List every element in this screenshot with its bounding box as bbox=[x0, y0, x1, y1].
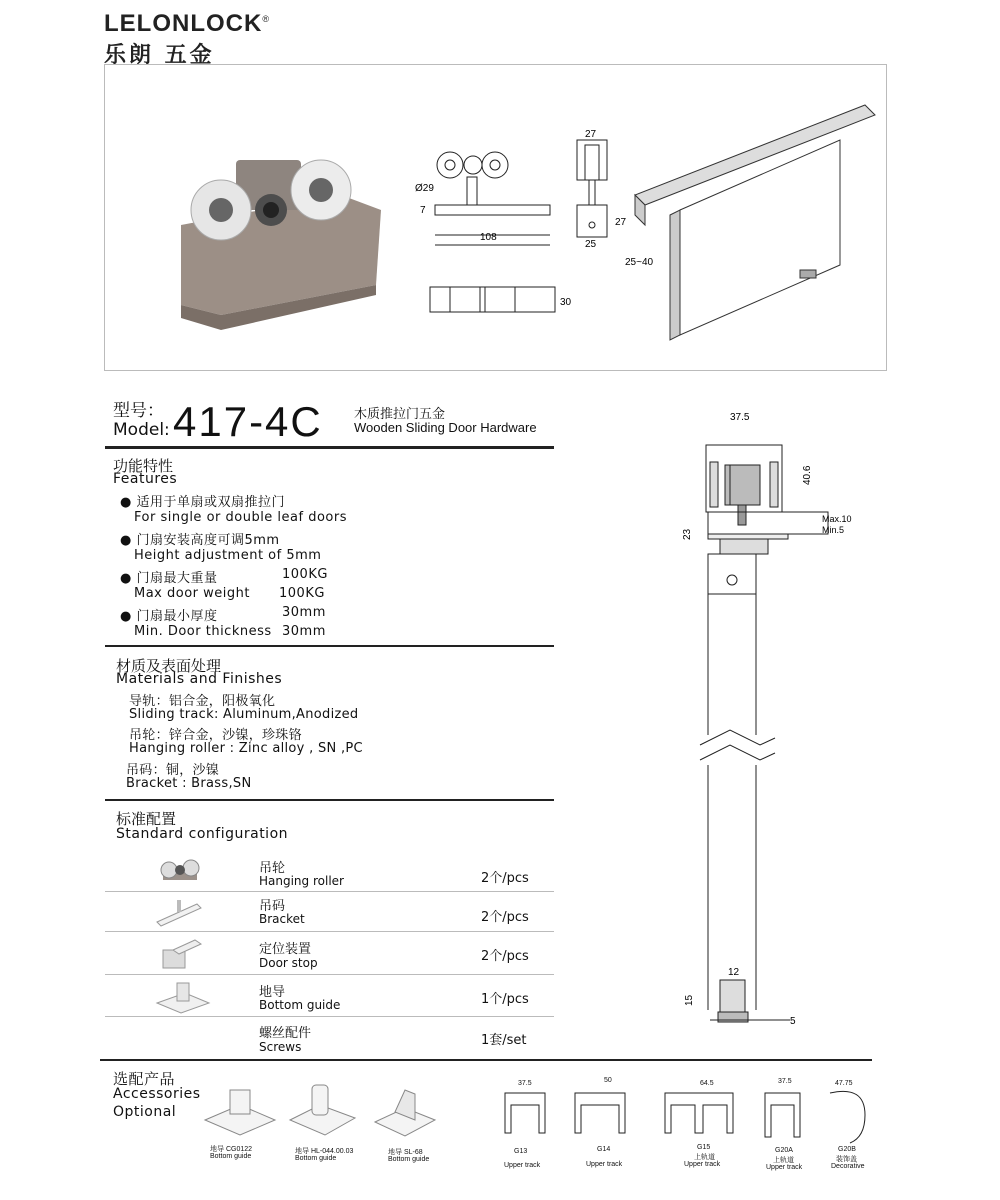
accessory-en: Bottom guide bbox=[295, 1155, 337, 1162]
track-name: G15 bbox=[697, 1144, 711, 1151]
feature-item: ● 门扇安装高度可调5mm bbox=[120, 533, 280, 548]
divider bbox=[105, 799, 554, 801]
config-item-cn: 吊轮 bbox=[259, 861, 286, 876]
config-row bbox=[105, 932, 554, 975]
dim-15: 15 bbox=[684, 994, 695, 1006]
dim-7: 7 bbox=[420, 205, 426, 216]
track-en: Upper track bbox=[766, 1164, 803, 1171]
dim-108: 108 bbox=[480, 232, 497, 243]
feature-item-en: Min. Door thickness bbox=[134, 624, 272, 639]
feature-value: 100KG bbox=[282, 567, 328, 582]
model-label-cn: 型号： bbox=[113, 401, 164, 421]
config-row bbox=[105, 975, 554, 1017]
accessories-title-cn: 选配产品 bbox=[113, 1070, 176, 1088]
config-qty: 1个/pcs bbox=[481, 992, 529, 1007]
door-stop-icon bbox=[155, 934, 205, 972]
config-title-cn: 标准配置 bbox=[116, 810, 177, 828]
features-title-en: Features bbox=[113, 471, 178, 487]
accessory-en: Bottom guide bbox=[210, 1153, 252, 1160]
dim-25-40: 25~40 bbox=[625, 257, 654, 268]
config-qty: 2个/pcs bbox=[481, 910, 529, 925]
config-qty: 2个/pcs bbox=[481, 949, 529, 964]
track-name: G20A bbox=[775, 1147, 793, 1154]
track-cn: 上轨道 bbox=[773, 1157, 794, 1164]
feature-value: 30mm bbox=[282, 624, 326, 639]
track-profiles-drawing bbox=[495, 1075, 885, 1145]
dim-40-6: 40.6 bbox=[802, 465, 813, 485]
config-item-cn: 吊码 bbox=[259, 899, 286, 914]
product-drawings bbox=[105, 65, 888, 372]
model-label-en: Model: bbox=[113, 420, 170, 440]
door-isometric-drawing bbox=[635, 105, 875, 340]
accessory-code: 地导 SL-68 bbox=[388, 1149, 423, 1156]
track-width: 37.5 bbox=[518, 1080, 532, 1087]
divider bbox=[105, 645, 554, 647]
brand-logo: LELONLOCK® bbox=[104, 10, 270, 37]
config-item-cn: 地导 bbox=[259, 985, 286, 1000]
track-width: 50 bbox=[604, 1077, 612, 1084]
track-en: Upper track bbox=[504, 1162, 541, 1169]
bottom-guide-icon bbox=[155, 977, 211, 1015]
track-en: Decorative bbox=[831, 1163, 865, 1170]
side-view-drawing bbox=[577, 140, 607, 237]
track-cn: 上轨道 bbox=[694, 1154, 715, 1161]
config-row bbox=[105, 852, 554, 892]
material-line: 吊轮：锌合金，沙镍，珍珠铬 bbox=[129, 728, 302, 743]
config-qty: 2个/pcs bbox=[481, 871, 529, 886]
dim-25: 25 bbox=[585, 239, 597, 250]
divider bbox=[100, 1059, 872, 1061]
track-width: 37.5 bbox=[778, 1078, 792, 1085]
track-name: G13 bbox=[514, 1148, 528, 1155]
track-width: 64.5 bbox=[700, 1080, 714, 1087]
product-name-en: Wooden Sliding Door Hardware bbox=[354, 420, 537, 435]
config-row bbox=[105, 892, 554, 932]
track-width: 47.75 bbox=[835, 1080, 853, 1087]
dim-min: Min.5 bbox=[822, 525, 845, 535]
dim-5: 5 bbox=[790, 1016, 796, 1027]
material-line: Bracket : Brass,SN bbox=[126, 776, 252, 791]
materials-title-cn: 材质及表面处理 bbox=[116, 657, 222, 675]
product-name-cn: 木质推拉门五金 bbox=[354, 407, 446, 422]
config-item-cn: 螺丝配件 bbox=[259, 1026, 312, 1041]
brand-logo-cn: 乐朗 五金 bbox=[104, 43, 215, 68]
config-item-en: Bottom guide bbox=[259, 998, 341, 1012]
config-item-en: Door stop bbox=[259, 956, 318, 970]
materials-title-en: Materials and Finishes bbox=[116, 671, 283, 687]
config-item-en: Hanging roller bbox=[259, 874, 344, 888]
material-line: 吊码：铜，沙镍 bbox=[126, 763, 220, 778]
dim-23: 23 bbox=[682, 528, 693, 540]
feature-item-en: For single or double leaf doors bbox=[134, 510, 347, 525]
feature-value: 100KG bbox=[279, 586, 325, 601]
accessory-guides-drawing bbox=[200, 1080, 450, 1140]
track-name: G14 bbox=[597, 1146, 611, 1153]
config-item-en: Bracket bbox=[259, 912, 305, 926]
feature-item: ● 门扇最小厚度 bbox=[120, 609, 218, 624]
features-title-cn: 功能特性 bbox=[113, 457, 174, 475]
material-line: 导轨：铝合金，阳极氧化 bbox=[129, 694, 276, 709]
bracket-icon bbox=[155, 894, 205, 930]
door-section-drawing bbox=[670, 400, 852, 1040]
dim-12: 12 bbox=[728, 967, 740, 978]
feature-value: 30mm bbox=[282, 605, 326, 620]
accessories-title-en2: Optional bbox=[113, 1104, 177, 1120]
material-line: Sliding track: Aluminum,Anodized bbox=[129, 707, 359, 722]
feature-item: ● 门扇最大重量 bbox=[120, 571, 218, 586]
divider bbox=[105, 446, 554, 449]
config-item-en: Screws bbox=[259, 1040, 302, 1054]
feature-item-en: Height adjustment of 5mm bbox=[134, 548, 322, 563]
product-illustration-panel bbox=[104, 64, 887, 371]
config-row bbox=[105, 1017, 554, 1057]
track-cn: 装饰盖 bbox=[836, 1156, 857, 1163]
roller-photo bbox=[181, 160, 381, 330]
accessory-code: 地导 CG0122 bbox=[210, 1146, 253, 1153]
track-en: Upper track bbox=[684, 1161, 721, 1168]
accessory-en: Bottom guide bbox=[388, 1156, 430, 1163]
dim-27-top: 27 bbox=[585, 129, 597, 140]
config-qty: 1套/set bbox=[481, 1033, 527, 1048]
accessory-code: 地导 HL-044.00.03 bbox=[295, 1148, 354, 1155]
dim-29: Ø29 bbox=[415, 183, 434, 194]
track-en: Upper track bbox=[586, 1161, 623, 1168]
config-title-en: Standard configuration bbox=[116, 826, 289, 842]
dim-max: Max.10 bbox=[822, 514, 852, 524]
roller-icon bbox=[155, 852, 205, 888]
dim-30: 30 bbox=[560, 297, 572, 308]
dim-27-side: 27 bbox=[615, 217, 627, 228]
accessories-title-en: Accessories bbox=[113, 1086, 201, 1102]
feature-item: ● 适用于单扇或双扇推拉门 bbox=[120, 495, 285, 510]
track-name: G20B bbox=[838, 1146, 856, 1153]
config-item-cn: 定位装置 bbox=[259, 942, 312, 957]
dim-37-5: 37.5 bbox=[730, 412, 750, 423]
material-line: Hanging roller : Zinc alloy , SN ,PC bbox=[129, 741, 363, 756]
model-number: 417-4C bbox=[173, 398, 323, 445]
feature-item-en: Max door weight bbox=[134, 586, 250, 601]
